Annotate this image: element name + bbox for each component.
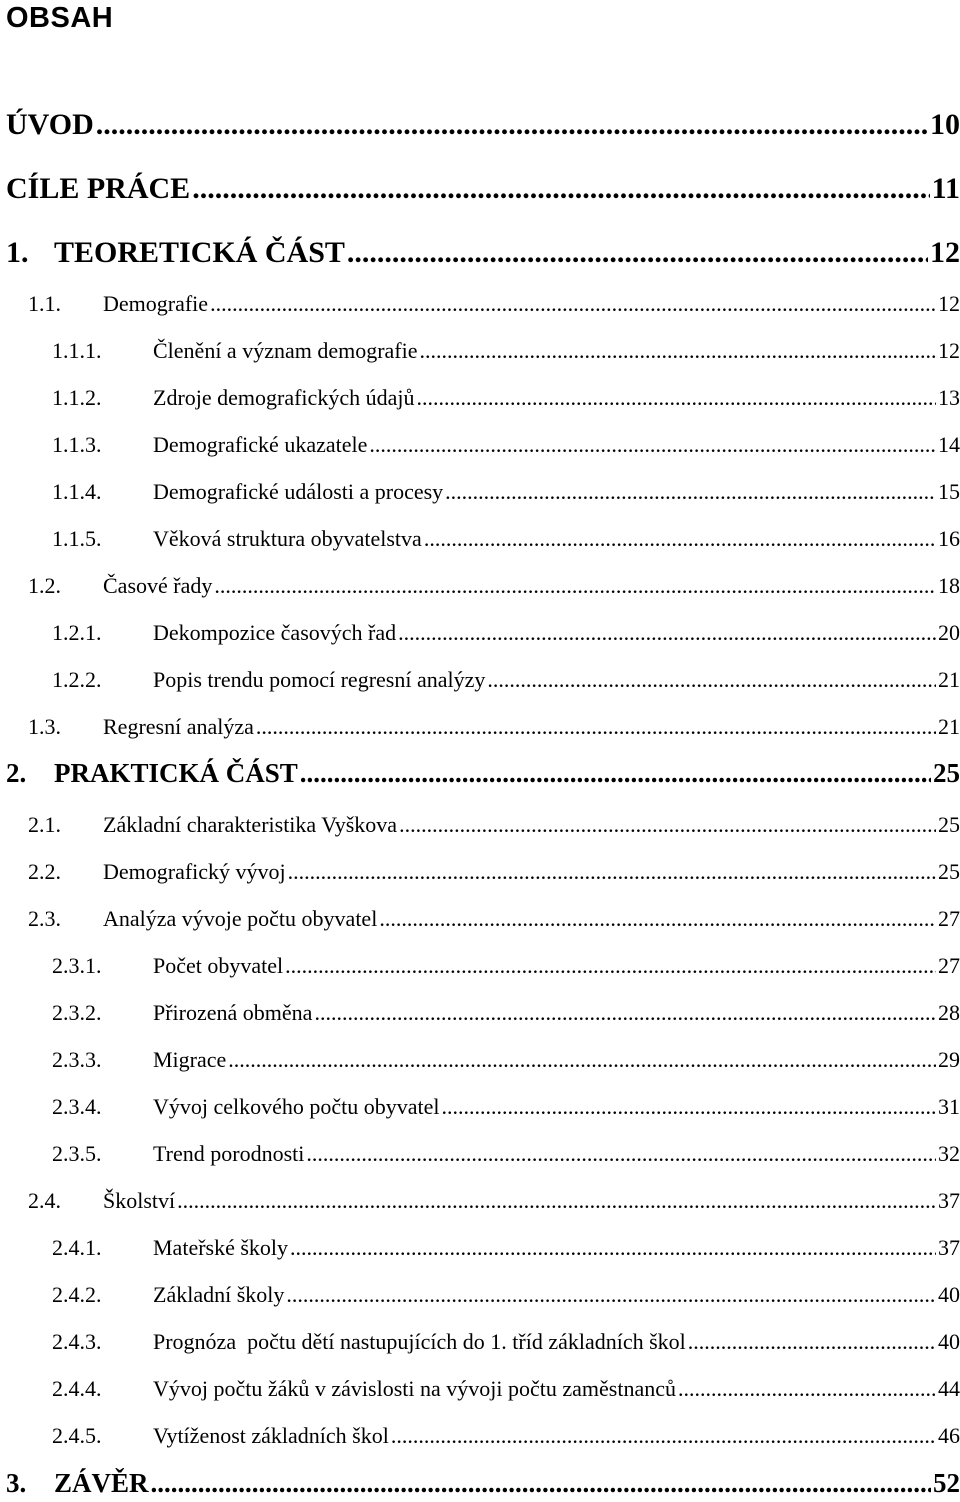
toc-entry-1-1[interactable] (28, 291, 960, 319)
toc-entry-3[interactable] (6, 1468, 960, 1502)
toc-entry-title: Počet obyvatel (153, 953, 284, 978)
toc-entry-number: 1.1. (28, 291, 61, 316)
toc-entry-number: 1.3. (28, 714, 61, 739)
toc-entry-page: 18 (938, 573, 960, 598)
toc-leader-dots (398, 620, 936, 646)
toc-entry-number: 1. (6, 236, 29, 269)
toc-leader-dots (445, 479, 936, 505)
toc-entry-1-1-1[interactable] (52, 338, 960, 366)
toc-leader-dots (300, 758, 931, 789)
toc-leader-dots (214, 573, 936, 599)
toc-entry-title: Vývoj počtu žáků v závislosti na vývoji počtu zaměstnanců (153, 1376, 676, 1401)
toc-entry-title: Demografie (103, 291, 209, 316)
toc-entry-number: 3. (6, 1468, 27, 1498)
toc-entry-title: Regresní analýza (103, 714, 254, 739)
toc-entry-number: 2.3.1. (52, 953, 102, 978)
toc-entry-2[interactable] (6, 758, 960, 792)
page-title: OBSAH (6, 2, 114, 34)
toc-leader-dots (688, 1329, 936, 1355)
toc-entry-title: Popis trendu pomocí regresní analýzy (153, 667, 486, 692)
toc-entry-2-3[interactable] (28, 906, 960, 934)
toc-entry-2-3-4[interactable] (52, 1094, 960, 1122)
toc-entry-title: Základní charakteristika Vyškova (103, 812, 398, 837)
toc-entry-1-2[interactable] (28, 573, 960, 601)
toc-entry-title: Migrace (153, 1047, 227, 1072)
toc-entry-number: 2. (6, 758, 27, 788)
toc-entry-page: 46 (938, 1423, 960, 1448)
toc-entry-2-4-4[interactable] (52, 1376, 960, 1404)
toc-entry-number: 2.4.1. (52, 1235, 102, 1260)
toc-entry-page: 40 (938, 1282, 960, 1307)
toc-leader-dots (416, 385, 936, 411)
toc-entry-page: 29 (938, 1047, 960, 1072)
toc-entry-2-2[interactable] (28, 859, 960, 887)
toc-entry-number: 2.4.3. (52, 1329, 102, 1354)
toc-entry-title: ZÁVĚR (54, 1468, 149, 1498)
toc-entry-page: 44 (938, 1376, 960, 1401)
toc-entry-title: Analýza vývoje počtu obyvatel (103, 906, 378, 931)
toc-entry-number: 2.3.2. (52, 1000, 102, 1025)
toc-entry-page: 12 (930, 236, 960, 269)
toc-leader-dots (314, 1000, 936, 1026)
toc-entry-page: 15 (938, 479, 960, 504)
toc-entry-title: Přirozená obměna (153, 1000, 313, 1025)
toc-entry-2-3-2[interactable] (52, 1000, 960, 1028)
toc-entry-title: Zdroje demografických údajů (153, 385, 415, 410)
toc-entry-title: ÚVOD (6, 108, 94, 141)
toc-entry-number: 1.1.5. (52, 526, 102, 551)
toc-entry-title: Demografické události a procesy (153, 479, 444, 504)
toc-leader-dots (399, 812, 936, 838)
toc-entry-number: 1.1.2. (52, 385, 102, 410)
toc-entry-number: 2.1. (28, 812, 61, 837)
toc-leader-dots (306, 1141, 936, 1167)
toc-entry-number: 1.2.2. (52, 667, 102, 692)
toc-leader-dots (210, 291, 936, 317)
toc-leader-dots (228, 1047, 936, 1073)
toc-entry-number: 2.4.4. (52, 1376, 102, 1401)
toc-entry-page: 27 (938, 906, 960, 931)
toc-leader-dots (290, 1235, 936, 1261)
toc-entry-1-1-2[interactable] (52, 385, 960, 413)
toc-entry-2-4[interactable] (28, 1188, 960, 1216)
toc-entry-number: 2.3.3. (52, 1047, 102, 1072)
toc-leader-dots (347, 236, 928, 270)
toc-entry-page: 25 (938, 859, 960, 884)
toc-entry-number: 1.1.1. (52, 338, 102, 363)
toc-entry-page: 28 (938, 1000, 960, 1025)
toc-entry-title: Prognóza počtu dětí nastupujících do 1. tříd základních škol (153, 1329, 686, 1354)
toc-entry-number: 2.3.4. (52, 1094, 102, 1119)
toc-leader-dots (288, 859, 936, 885)
toc-entry-2-4-5[interactable] (52, 1423, 960, 1451)
toc-entry-title: Časové řady (103, 573, 213, 598)
toc-entry-title: Demografické ukazatele (153, 432, 368, 457)
toc-entry-2-3-5[interactable] (52, 1141, 960, 1169)
toc-entry-page: 21 (938, 667, 960, 692)
toc-leader-dots (391, 1423, 936, 1449)
toc-leader-dots (286, 1282, 936, 1308)
toc-entry-title: CÍLE PRÁCE (6, 172, 191, 205)
toc-leader-dots (442, 1094, 936, 1120)
toc-entry-number: 2.4.5. (52, 1423, 102, 1448)
toc-entry-page: 21 (938, 714, 960, 739)
toc-entry-title: TEORETICKÁ ČÁST (54, 236, 345, 269)
toc-entry-page: 16 (938, 526, 960, 551)
toc-entry-page: 31 (938, 1094, 960, 1119)
toc-entry-number: 1.2. (28, 573, 61, 598)
toc-entry-1-3[interactable] (28, 714, 960, 742)
toc-entry-title: PRAKTICKÁ ČÁST (54, 758, 298, 788)
toc-entry-title: Vytíženost základních škol (153, 1423, 389, 1448)
toc-entry-uvod[interactable] (6, 108, 960, 144)
toc-entry-page: 27 (938, 953, 960, 978)
toc-leader-dots (424, 526, 936, 552)
toc-entry-number: 1.1.3. (52, 432, 102, 457)
toc-leader-dots (177, 1188, 936, 1214)
toc-entry-page: 11 (931, 172, 960, 205)
toc-leader-dots (487, 667, 936, 693)
toc-leader-dots (369, 432, 936, 458)
toc-entry-number: 1.2.1. (52, 620, 102, 645)
toc-entry-title: Demografický vývoj (103, 859, 286, 884)
toc-entry-1-1-3[interactable] (52, 432, 960, 460)
toc-entry-page: 14 (938, 432, 960, 457)
toc-entry-page: 13 (938, 385, 960, 410)
toc-entry-title: Členění a význam demografie (153, 338, 418, 363)
toc-entry-page: 25 (938, 812, 960, 837)
toc-entry-2-4-3[interactable] (52, 1329, 960, 1357)
toc-entry-number: 1.1.4. (52, 479, 102, 504)
toc-entry-page: 10 (930, 108, 960, 141)
toc-entry-number: 2.3.5. (52, 1141, 102, 1166)
toc-entry-page: 52 (933, 1468, 960, 1498)
toc-leader-dots (151, 1468, 931, 1499)
toc-leader-dots (96, 108, 928, 142)
toc-entry-page: 32 (938, 1141, 960, 1166)
toc-entry-2-3-1[interactable] (52, 953, 960, 981)
toc-entry-number: 2.4.2. (52, 1282, 102, 1307)
toc-entry-2-4-1[interactable] (52, 1235, 960, 1263)
toc-entry-page: 37 (938, 1235, 960, 1260)
toc-entry-page: 40 (938, 1329, 960, 1354)
toc-entry-title: Věková struktura obyvatelstva (153, 526, 422, 551)
toc-leader-dots (256, 714, 936, 740)
toc-entry-number: 2.2. (28, 859, 61, 884)
toc-entry-page: 20 (938, 620, 960, 645)
toc-entry-1-2-1[interactable] (52, 620, 960, 648)
toc-entry-page: 12 (938, 291, 960, 316)
toc-entry-page: 37 (938, 1188, 960, 1213)
toc-entry-number: 2.4. (28, 1188, 61, 1213)
toc-entry-page: 12 (938, 338, 960, 363)
toc-entry-title: Vývoj celkového počtu obyvatel (153, 1094, 440, 1119)
toc-leader-dots (285, 953, 936, 979)
toc-leader-dots (192, 172, 929, 206)
toc-entry-2-3-3[interactable] (52, 1047, 960, 1075)
toc-entry-cile-prace[interactable] (6, 172, 960, 208)
toc-entry-title: Mateřské školy (153, 1235, 289, 1260)
toc-entry-title: Školství (103, 1188, 176, 1213)
toc-leader-dots (678, 1376, 936, 1402)
toc-entry-1-1-5[interactable] (52, 526, 960, 554)
toc-entry-2-1[interactable] (28, 812, 960, 840)
toc-leader-dots (379, 906, 936, 932)
toc-entry-title: Základní školy (153, 1282, 285, 1307)
toc-entry-title: Dekompozice časových řad (153, 620, 397, 645)
toc-entry-title: Trend porodnosti (153, 1141, 305, 1166)
toc-entry-2-4-2[interactable] (52, 1282, 960, 1310)
toc-leader-dots (420, 338, 936, 364)
toc-entry-1[interactable] (6, 236, 960, 272)
toc-entry-1-2-2[interactable] (52, 667, 960, 695)
toc-entry-number: 2.3. (28, 906, 61, 931)
toc-entry-page: 25 (933, 758, 960, 788)
toc-entry-1-1-4[interactable] (52, 479, 960, 507)
